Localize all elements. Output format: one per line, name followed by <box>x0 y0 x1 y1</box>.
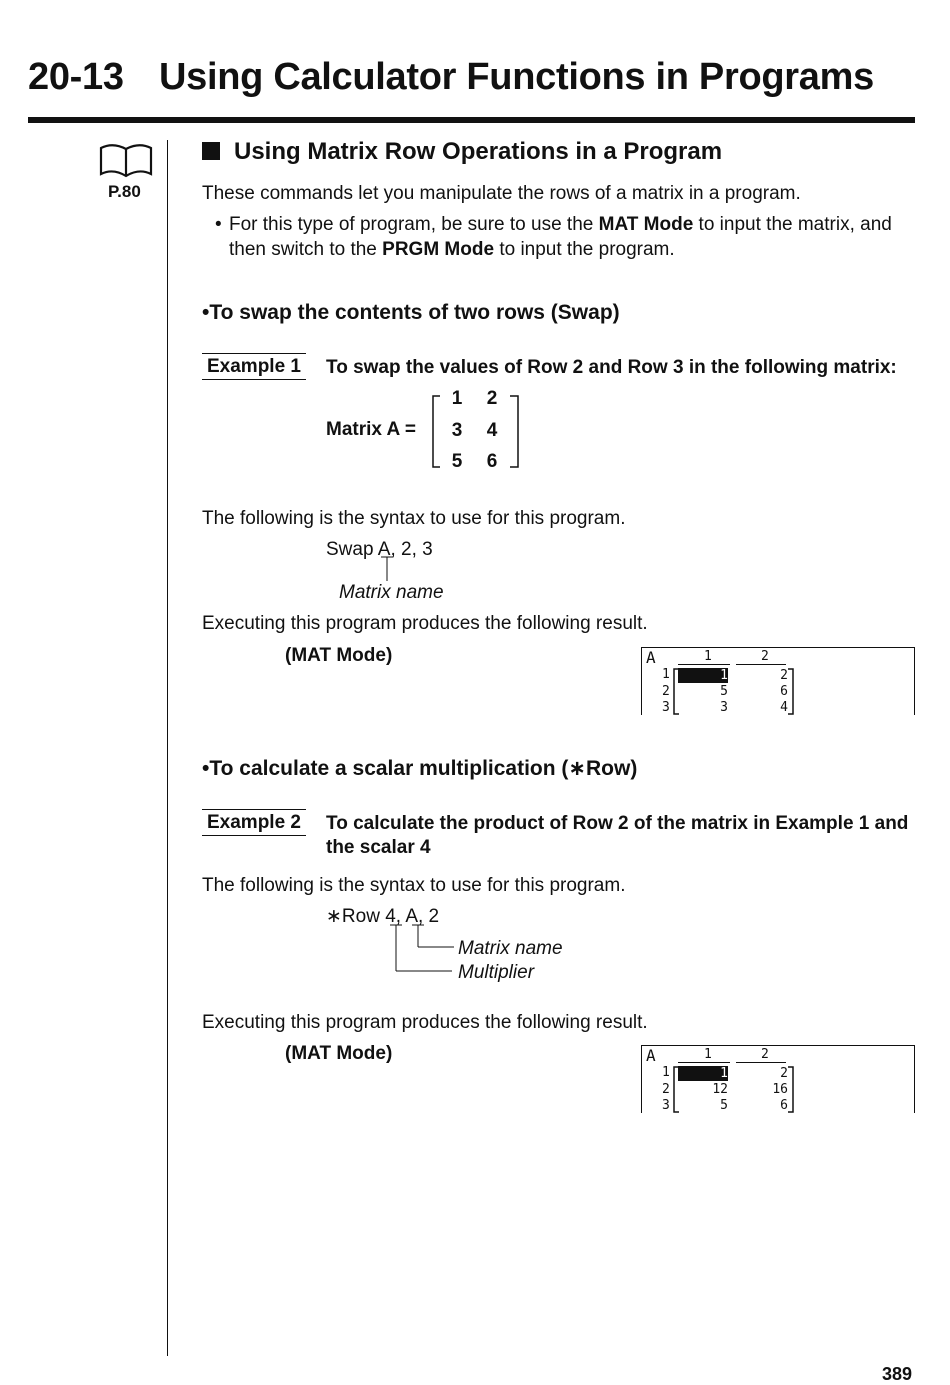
section-number: 20-13 <box>28 56 124 98</box>
page-reference: P.80 <box>108 182 141 201</box>
scalar-result-intro: Executing this program produces the following result. <box>202 1012 648 1033</box>
screen-cell: 1 <box>720 668 728 683</box>
matrix-brackets <box>430 393 522 476</box>
scalar-annotation-lines <box>390 924 460 981</box>
matrix-cell: 1 <box>451 388 463 409</box>
matrix-cell: 2 <box>486 388 498 409</box>
swap-annotation: Matrix name <box>339 582 444 603</box>
intro-text: These commands let you manipulate the rows of a matrix in a program. <box>202 183 801 204</box>
screen-row-header: 2 <box>662 1082 670 1097</box>
screen-cell: 2 <box>780 668 788 683</box>
swap-result-intro: Executing this program produces the following result. <box>202 613 648 634</box>
matrix-cell: 5 <box>451 451 463 472</box>
scalar-annotation-multiplier: Multiplier <box>458 962 535 983</box>
square-bullet-icon <box>202 142 220 160</box>
screen-col-underline <box>678 664 730 665</box>
scalar-heading: •To calculate a scalar multiplication (∗Row) <box>202 757 638 780</box>
screen-cell: 3 <box>720 700 728 715</box>
screen-cell: 16 <box>772 1082 788 1097</box>
example-1-label: Example 1 <box>202 353 306 380</box>
screen-cell: 6 <box>780 1098 788 1113</box>
matrix-cell: 3 <box>451 420 463 441</box>
screen-col-underline <box>678 1062 730 1063</box>
screen-cell: 5 <box>720 1098 728 1113</box>
asterisk-symbol: ∗ <box>326 906 342 927</box>
prgm-mode-term: PRGM Mode <box>382 239 495 260</box>
swap-syntax: Swap A, 2, 3 <box>326 539 433 560</box>
matrix-label: Matrix A = <box>326 419 416 440</box>
screen-cell: 5 <box>720 684 728 699</box>
syntax-multiplier-arg: 4 <box>385 906 396 927</box>
screen-col-header: 1 <box>704 649 712 664</box>
screen-row-header: 2 <box>662 684 670 699</box>
bullet-line-1: For this type of program, be sure to use the MAT Mode to input the matrix, and <box>229 214 892 235</box>
bullet-note: • <box>215 214 222 235</box>
screen-matrix-name: A <box>646 648 656 667</box>
screen-col-header: 1 <box>704 1047 712 1062</box>
example-2-label: Example 2 <box>202 809 306 836</box>
syntax-matrix-arg: A <box>405 906 418 927</box>
screen-cell: 2 <box>780 1066 788 1081</box>
screen-row-header: 3 <box>662 1098 670 1113</box>
scalar-syntax: ∗Row 4, A, 2 <box>326 906 440 927</box>
screen-cell: 4 <box>780 700 788 715</box>
screen-matrix-name: A <box>646 1046 656 1065</box>
matrix-cell: 4 <box>486 420 498 441</box>
example-2-text-line-2: the scalar 4 <box>326 837 431 858</box>
screen-row-header: 3 <box>662 700 670 715</box>
screen-col-underline <box>736 664 786 665</box>
page-number: 389 <box>882 1364 913 1384</box>
section-heading: Using Matrix Row Operations in a Program <box>202 138 722 166</box>
screen-row-header: 1 <box>662 667 670 682</box>
example-2-text-line-1: To calculate the product of Row 2 of the matrix in Example 1 and <box>326 813 909 834</box>
example-1-text: To swap the values of Row 2 and Row 3 in the following matrix: <box>326 357 897 378</box>
syntax-matrix-arg: A <box>377 539 391 560</box>
swap-syntax-intro: The following is the syntax to use for this program. <box>202 508 626 529</box>
page-title <box>28 56 874 99</box>
section-title: Using Calculator Functions in Programs <box>159 56 874 98</box>
swap-result-screen <box>641 647 915 715</box>
scalar-annotation-matrix: Matrix name <box>458 938 563 959</box>
scalar-result-screen <box>641 1045 915 1113</box>
matrix-cell: 6 <box>486 451 498 472</box>
screen-cell: 1 <box>720 1066 728 1081</box>
swap-heading: •To swap the contents of two rows (Swap) <box>202 301 620 324</box>
book-icon <box>99 144 153 185</box>
scalar-mode-label: (MAT Mode) <box>285 1043 393 1064</box>
screen-col-header: 2 <box>761 649 769 664</box>
margin-rule <box>167 140 168 1356</box>
title-rule <box>28 117 915 123</box>
screen-row-header: 1 <box>662 1065 670 1080</box>
screen-col-header: 2 <box>761 1047 769 1062</box>
screen-col-underline <box>736 1062 786 1063</box>
scalar-syntax-intro: The following is the syntax to use for this program. <box>202 875 626 896</box>
bullet-line-2: then switch to the PRGM Mode to input the program. <box>229 239 675 260</box>
swap-mode-label: (MAT Mode) <box>285 645 393 666</box>
mat-mode-term: MAT Mode <box>598 214 694 235</box>
screen-cell: 12 <box>712 1082 728 1097</box>
screen-cell: 6 <box>780 684 788 699</box>
